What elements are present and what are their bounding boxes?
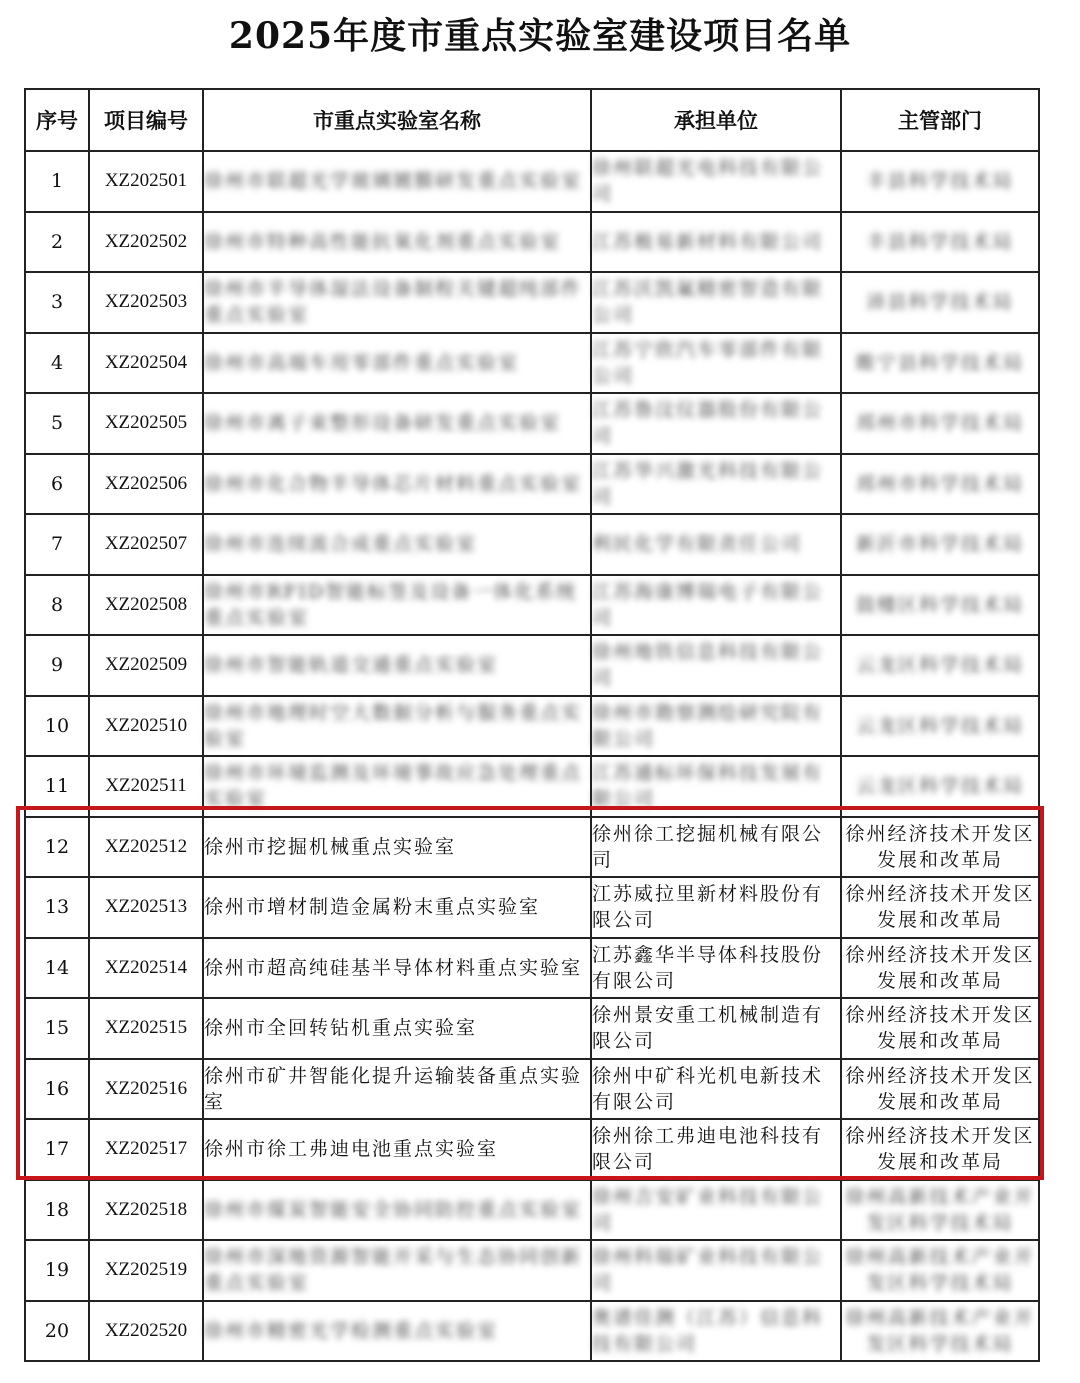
row-number-text: 7 [50, 533, 64, 556]
undertaking-unit [591, 817, 841, 878]
department-text: 新沂市科学技术局 [855, 533, 1024, 556]
project-code [89, 635, 203, 696]
table-row [25, 272, 1039, 333]
undertaking-unit-text: 江苏海康博瑞电子有限公司 [592, 580, 824, 629]
row-number [25, 1240, 89, 1301]
project-code [89, 1119, 203, 1180]
undertaking-unit-text: 徐州徐工挖掘机械有限公司 [592, 822, 824, 871]
row-number-text: 11 [44, 775, 70, 798]
lab-name [203, 151, 591, 212]
row-number [25, 575, 89, 636]
row-number [25, 272, 89, 333]
department [841, 877, 1039, 938]
row-number-text: 9 [50, 654, 64, 677]
undertaking-unit-text: 徐州科瑞矿业科技有限公司 [592, 1246, 824, 1295]
project-code [89, 696, 203, 757]
project-code [89, 272, 203, 333]
lab-name-text: 徐州市增材制造金属粉末重点实验室 [204, 896, 541, 919]
department [841, 393, 1039, 454]
project-code-text: XZ202509 [104, 654, 188, 676]
project-code-text: XZ202511 [105, 775, 187, 797]
lab-name-text: 徐州市矿井智能化提升运输装备重点实验室 [204, 1064, 583, 1113]
undertaking-unit [591, 696, 841, 757]
project-code [89, 998, 203, 1059]
row-number [25, 1180, 89, 1241]
row-number-text: 18 [44, 1198, 70, 1221]
undertaking-unit-text: 徐州徐工弗迪电池科技有限公司 [592, 1125, 824, 1174]
undertaking-unit [591, 938, 841, 999]
undertaking-unit [591, 333, 841, 394]
department [841, 272, 1039, 333]
project-code-text: XZ202504 [104, 351, 188, 373]
project-code [89, 1180, 203, 1241]
department-text: 徐州高新技术产业开发区科学技术局 [845, 1246, 1035, 1295]
row-number-text: 19 [44, 1259, 70, 1282]
project-code [89, 877, 203, 938]
undertaking-unit [591, 877, 841, 938]
department [841, 514, 1039, 575]
department [841, 212, 1039, 273]
project-code-text: XZ202506 [104, 472, 188, 494]
lab-name-text: 徐州市徐工弗迪电池重点实验室 [204, 1138, 499, 1161]
lab-name-text: 徐州市环境监测及环境事故应急处理重点实验室 [204, 762, 583, 811]
project-code-text: XZ202502 [104, 230, 188, 252]
table-row [25, 1119, 1039, 1180]
undertaking-unit [591, 393, 841, 454]
undertaking-unit [591, 272, 841, 333]
project-code-text: XZ202516 [104, 1077, 188, 1099]
project-code-text: XZ202519 [104, 1259, 188, 1281]
lab-name [203, 272, 591, 333]
lab-name [203, 333, 591, 394]
table-row [25, 454, 1039, 515]
department-text: 徐州经济技术开发区发展和改革局 [845, 943, 1035, 992]
table-row [25, 1240, 1039, 1301]
department-text: 徐州经济技术开发区发展和改革局 [845, 822, 1035, 871]
undertaking-unit [591, 1180, 841, 1241]
lab-name [203, 817, 591, 878]
lab-name [203, 635, 591, 696]
lab-name-text: 徐州市特种高性能抗氧化剂重点实验室 [204, 230, 562, 253]
lab-name-text: 徐州市RFID智能标签及设备一体化系统重点实验室 [204, 580, 578, 629]
lab-name-text: 徐州市挖掘机械重点实验室 [204, 835, 457, 858]
undertaking-unit [591, 575, 841, 636]
lab-name [203, 998, 591, 1059]
undertaking-unit [591, 1119, 841, 1180]
department [841, 575, 1039, 636]
department-text: 徐州经济技术开发区发展和改革局 [845, 883, 1035, 932]
table-row [25, 212, 1039, 273]
project-code [89, 817, 203, 878]
project-code [89, 333, 203, 394]
project-code [89, 514, 203, 575]
project-code-text: XZ202517 [104, 1138, 188, 1160]
undertaking-unit-text: 徐州市勘察测绘研究院有限公司 [592, 701, 824, 750]
row-number-text: 8 [50, 593, 64, 616]
project-code-text: XZ202515 [104, 1017, 188, 1039]
department-text: 邳州市科学技术局 [855, 472, 1024, 495]
project-code-text: XZ202520 [104, 1319, 188, 1341]
table-row [25, 575, 1039, 636]
row-number [25, 212, 89, 273]
department-text: 徐州高新技术产业开发区科学技术局 [845, 1185, 1035, 1234]
table-row [25, 938, 1039, 999]
lab-name-text: 徐州市高端车用零部件重点实验室 [204, 351, 520, 374]
department-text: 云龙区科学技术局 [855, 775, 1024, 798]
lab-name-text: 徐州市联超光学玻璃镀膜研发重点实验室 [204, 170, 583, 193]
department-text: 鼓楼区科学技术局 [855, 593, 1024, 616]
row-number [25, 1059, 89, 1120]
department [841, 817, 1039, 878]
project-code [89, 756, 203, 817]
lab-name-text: 徐州市化合物半导体芯片材料重点实验室 [204, 472, 583, 495]
lab-name-text: 徐州市半导体湿法设备制程关键超纯部件重点实验室 [204, 278, 583, 327]
row-number-text: 1 [50, 170, 64, 193]
table-body [25, 151, 1039, 1361]
table-row [25, 1301, 1039, 1362]
undertaking-unit-text: 徐州地铁信息科技有限公司 [592, 641, 824, 690]
lab-name-text: 徐州市煤炭智能安全协同防控重点实验室 [204, 1198, 583, 1221]
department [841, 1059, 1039, 1120]
undertaking-unit-text: 江苏华兴激光科技有限公司 [592, 459, 824, 508]
lab-name-text: 徐州市全回转钻机重点实验室 [204, 1017, 478, 1040]
department [841, 1240, 1039, 1301]
undertaking-unit [591, 1301, 841, 1362]
undertaking-unit-text: 江苏宁欣汽车零部件有限公司 [592, 338, 824, 387]
undertaking-unit [591, 1240, 841, 1301]
department-text: 云龙区科学技术局 [855, 714, 1024, 737]
column-header-code: 项目编号 [89, 89, 203, 151]
project-code-text: XZ202513 [104, 896, 188, 918]
table-row [25, 696, 1039, 757]
table-row [25, 1059, 1039, 1120]
department-text: 徐州经济技术开发区发展和改革局 [845, 1125, 1035, 1174]
project-code-text: XZ202518 [104, 1198, 188, 1220]
undertaking-unit [591, 998, 841, 1059]
department-text: 邳州市科学技术局 [855, 412, 1024, 435]
department-text: 沛县科学技术局 [866, 291, 1014, 314]
project-code-text: XZ202512 [104, 835, 188, 857]
lab-name [203, 1301, 591, 1362]
table-header-row [25, 89, 1039, 151]
lab-name [203, 1059, 591, 1120]
project-code [89, 212, 203, 273]
project-code-text: XZ202503 [104, 291, 188, 313]
undertaking-unit-text: 江苏极易新材料有限公司 [592, 230, 824, 253]
lab-name [203, 756, 591, 817]
undertaking-unit-text: 徐州景安重工机械制造有限公司 [592, 1004, 824, 1053]
table-row [25, 514, 1039, 575]
row-number [25, 514, 89, 575]
undertaking-unit-text: 江苏沃凯氟精密智造有限公司 [592, 278, 824, 327]
undertaking-unit [591, 151, 841, 212]
column-header-unit: 承担单位 [591, 89, 841, 151]
row-number-text: 3 [50, 291, 64, 314]
project-table [24, 88, 1040, 1362]
project-code [89, 938, 203, 999]
department-text: 徐州经济技术开发区发展和改革局 [845, 1064, 1035, 1113]
row-number-text: 2 [50, 230, 64, 253]
department-text: 丰县科学技术局 [866, 230, 1014, 253]
project-code [89, 1240, 203, 1301]
department [841, 151, 1039, 212]
project-code-text: XZ202508 [104, 593, 188, 615]
department-text: 徐州经济技术开发区发展和改革局 [845, 1004, 1035, 1053]
lab-name-text: 徐州市超高纯硅基半导体材料重点实验室 [204, 956, 583, 979]
department [841, 454, 1039, 515]
lab-name-text: 徐州市离子束整形设备研发重点实验室 [204, 412, 562, 435]
row-number-text: 14 [44, 956, 70, 979]
lab-name-text: 徐州市精密光学检测重点实验室 [204, 1319, 499, 1342]
table-row [25, 998, 1039, 1059]
undertaking-unit-text: 奥谱佳测（江苏）信息科技有限公司 [592, 1306, 824, 1355]
department [841, 1119, 1039, 1180]
project-code-text: XZ202514 [104, 956, 188, 978]
row-number-text: 17 [44, 1138, 70, 1161]
project-code [89, 575, 203, 636]
lab-name [203, 212, 591, 273]
department [841, 1301, 1039, 1362]
department [841, 333, 1039, 394]
row-number [25, 454, 89, 515]
project-code [89, 151, 203, 212]
department [841, 756, 1039, 817]
table-row [25, 151, 1039, 212]
undertaking-unit [591, 635, 841, 696]
page-title: 2025年度市重点实验室建设项目名单 [228, 15, 852, 57]
undertaking-unit [591, 212, 841, 273]
row-number [25, 696, 89, 757]
row-number [25, 393, 89, 454]
undertaking-unit [591, 454, 841, 515]
row-number-text: 10 [44, 714, 70, 737]
lab-name-text: 徐州市深地资源智能开采与生态协同创新重点实验室 [204, 1246, 583, 1295]
row-number-text: 5 [50, 412, 64, 435]
table-row [25, 393, 1039, 454]
project-code [89, 393, 203, 454]
row-number [25, 938, 89, 999]
undertaking-unit [591, 1059, 841, 1120]
project-code-text: XZ202510 [104, 714, 188, 736]
row-number-text: 12 [44, 835, 70, 858]
lab-name [203, 393, 591, 454]
lab-name [203, 514, 591, 575]
lab-name [203, 575, 591, 636]
table-row [25, 333, 1039, 394]
undertaking-unit-text: 徐州吉安矿业科技有限公司 [592, 1185, 824, 1234]
lab-name-text: 徐州市智能轨道交通重点实验室 [204, 654, 499, 677]
lab-name-text: 徐州市连续流合成重点实验室 [204, 533, 478, 556]
lab-name [203, 877, 591, 938]
row-number [25, 1301, 89, 1362]
department-text: 丰县科学技术局 [866, 170, 1014, 193]
department [841, 998, 1039, 1059]
undertaking-unit-text: 江苏通标环保科技发展有限公司 [592, 762, 824, 811]
row-number-text: 13 [44, 896, 70, 919]
lab-name [203, 1119, 591, 1180]
undertaking-unit-text: 江苏鑫华半导体科技股份有限公司 [592, 943, 824, 992]
department-text: 睢宁县科学技术局 [855, 351, 1024, 374]
undertaking-unit-text: 江苏威拉里新材料股份有限公司 [592, 883, 824, 932]
row-number-text: 4 [50, 351, 64, 374]
department-text: 云龙区科学技术局 [855, 654, 1024, 677]
project-code-text: XZ202501 [104, 170, 188, 192]
row-number-text: 6 [50, 472, 64, 495]
row-number [25, 1119, 89, 1180]
lab-name [203, 696, 591, 757]
undertaking-unit-text: 江苏鲁汶仪器股份有限公司 [592, 399, 824, 448]
row-number-text: 15 [44, 1017, 70, 1040]
lab-name [203, 454, 591, 515]
table-row [25, 817, 1039, 878]
undertaking-unit [591, 514, 841, 575]
lab-name-text: 徐州市地理时空大数据分析与服务重点实验室 [204, 701, 583, 750]
table-row [25, 635, 1039, 696]
project-code [89, 454, 203, 515]
lab-name [203, 1240, 591, 1301]
project-code-text: XZ202507 [104, 533, 188, 555]
row-number-text: 20 [44, 1319, 70, 1342]
undertaking-unit [591, 756, 841, 817]
column-header-no: 序号 [25, 89, 89, 151]
column-header-department: 主管部门 [841, 89, 1039, 151]
department [841, 938, 1039, 999]
table-row [25, 1180, 1039, 1241]
department-text: 徐州高新技术产业开发区科学技术局 [845, 1306, 1035, 1355]
row-number [25, 998, 89, 1059]
table-row [25, 756, 1039, 817]
lab-name [203, 938, 591, 999]
row-number [25, 756, 89, 817]
project-code [89, 1059, 203, 1120]
row-number [25, 635, 89, 696]
department [841, 1180, 1039, 1241]
row-number [25, 333, 89, 394]
row-number-text: 16 [44, 1077, 70, 1100]
department [841, 635, 1039, 696]
table-row [25, 877, 1039, 938]
undertaking-unit-text: 利民化学有限责任公司 [592, 533, 803, 556]
row-number [25, 817, 89, 878]
column-header-lab-name: 市重点实验室名称 [203, 89, 591, 151]
undertaking-unit-text: 徐州联超光电科技有限公司 [592, 157, 824, 206]
undertaking-unit-text: 徐州中矿科光机电新技术有限公司 [592, 1064, 824, 1113]
project-code [89, 1301, 203, 1362]
row-number [25, 877, 89, 938]
row-number [25, 151, 89, 212]
department [841, 696, 1039, 757]
project-code-text: XZ202505 [104, 412, 188, 434]
lab-name [203, 1180, 591, 1241]
